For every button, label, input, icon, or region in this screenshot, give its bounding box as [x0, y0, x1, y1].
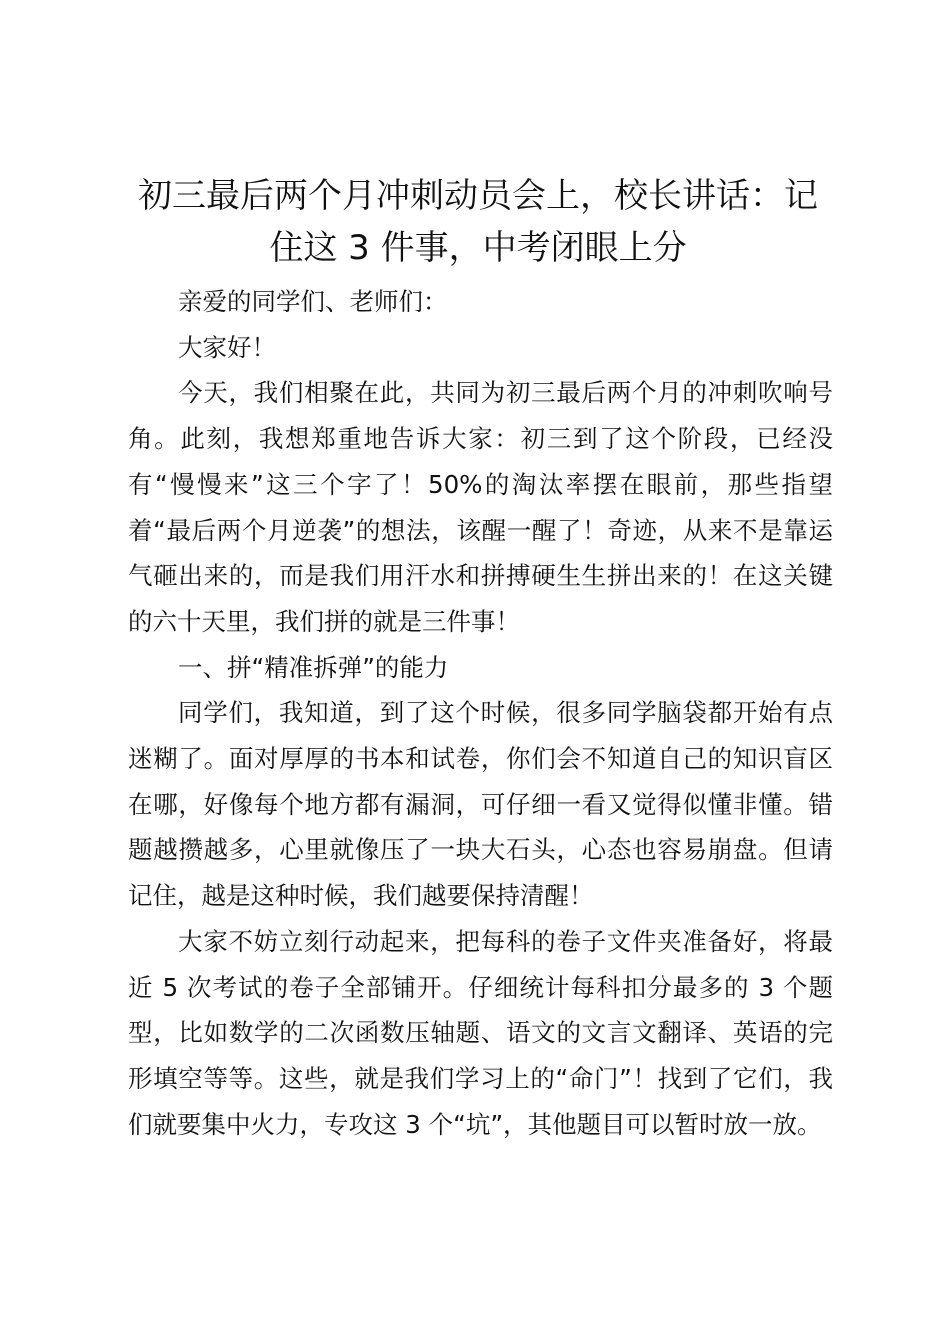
document-title: 初三最后两个月冲刺动员会上，校长讲话：记住这 3 件事，中考闭眼上分 — [138, 176, 818, 268]
section-heading: 一、拼“精准拆弹”的能力 — [178, 652, 449, 682]
greeting-paragraph: 亲爱的同学们、老师们： — [178, 287, 448, 316]
body-paragraph: 大家不妨立刻行动起来，把每科的卷子文件夹准备好，将最近 5 次考试的卷子全部铺开。仔细统计每科扣分最多的 3 个题型，比如数学的二次函数压轴题、语文的文言文翻译、英语的完形填空等等。这些，就是我们学习上的“命门”！找到了它们，我们就要集中火力，专攻这 3 个“坑”，其他题目可以暂时放一放。 — [128, 926, 833, 1139]
intro-paragraph: 今天，我们相聚在此，共同为初三最后两个月的冲刺吹响号角。此刻，我想郑重地告诉大家：初三到了这个阶段，已经没有“慢慢来”这三个字了！50%的淘汰率摆在眼前，那些指望着“最后两个月逆袭”的想法，该醒一醒了！奇迹，从来不是靠运气砸出来的，而是我们用汗水和拼搏硬生生拼出来的！在这关键的六十天里，我们拼的就是三件事！ — [128, 378, 833, 636]
document-body — [128, 279, 833, 1147]
body-paragraph: 同学们，我知道，到了这个时候，很多同学脑袋都开始有点迷糊了。面对厚厚的书本和试卷，你们会不知道自己的知识盲区在哪，好像每个地方都有漏洞，可仔细一看又觉得似懂非懂。错题越攒越多，心里就像压了一块大石头，心态也容易崩盘。但请记住，越是这种时候，我们越要保持清醒！ — [128, 698, 833, 911]
salutation-paragraph: 大家好！ — [178, 332, 276, 362]
